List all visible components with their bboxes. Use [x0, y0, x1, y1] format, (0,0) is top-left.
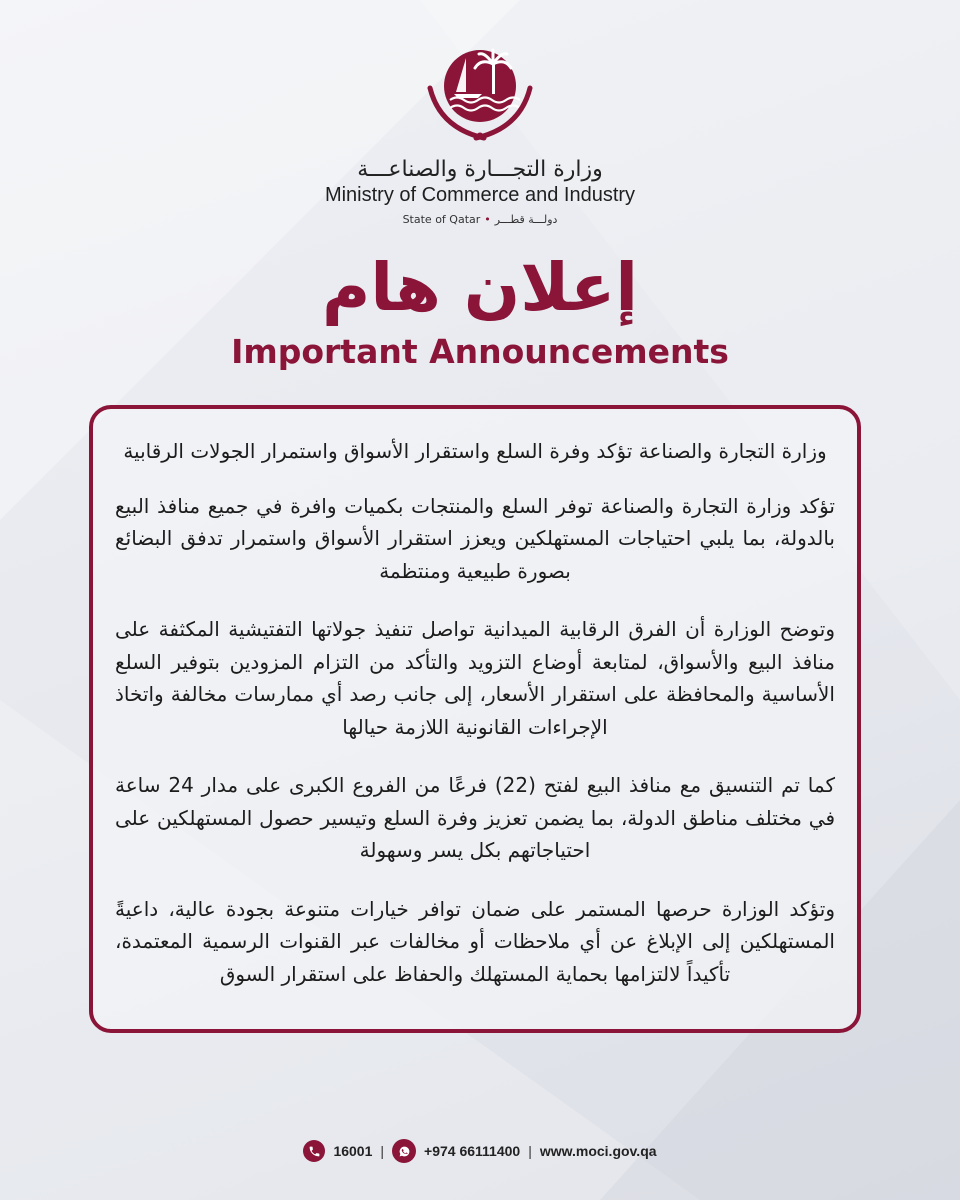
ministry-name-arabic: وزارة التجـــارة والصناعـــة — [357, 157, 603, 182]
announcement-paragraph: تؤكد وزارة التجارة والصناعة توفر السلع والمنتجات بكميات وافرة في جميع منافذ البيع بالدولة، بما يلبي احتياجات المستهلكين ويعزز استقرار الأسواق واستمرار تدفق البضائع بصورة طبيعية ومنتظمة — [115, 493, 835, 583]
announcement-paragraph: وتوضح الوزارة أن الفرق الرقابية الميدانية تواصل تنفيذ جولاتها التفتيشية المكثفة على منافذ البيع والأسواق، لمتابعة أوضاع التزويد والتأكد من التزام المزودين بتوفير السلع الأساسية والمحافظة على استقرار الأسعار، إلى جانب رصد أي ممارسات مخالفة واتخاذ الإجراءات القانونية اللازمة حيالها — [115, 617, 835, 739]
announcement-body — [115, 435, 835, 990]
separator-dot: • — [484, 213, 491, 226]
website-link[interactable]: www.moci.gov.qa — [539, 1143, 657, 1159]
page-title-english: Important Announcements — [231, 332, 729, 371]
phone-icon — [303, 1140, 325, 1162]
footer-separator: | — [380, 1143, 385, 1159]
contact-footer — [0, 1133, 960, 1169]
announcement-headline: وزارة التجارة والصناعة تؤكد وفرة السلع واستقرار الأسواق واستمرار الجولات الرقابية — [123, 439, 827, 463]
announcement-paragraph: كما تم التنسيق مع منافذ البيع لفتح (22) فرعًا من الفروع الكبرى على مدار 24 ساعة في مختلف مناطق الدولة، بما يضمن تعزيز وفرة السلع وتيسير حصول المستهلكين على احتياجاتهم بكل يسر وسهولة — [115, 773, 835, 862]
state-name-english: State of Qatar — [402, 213, 481, 226]
announcement-paragraph: وتؤكد الوزارة حرصها المستمر على ضمان توافر خيارات متنوعة بجودة عالية، داعيةً المستهلكين إلى الإبلاغ عن أي ملاحظات أو مخالفات عبر القنوات الرسمية المعتمدة، تأكيداً لالتزامها بحماية المستهلك والحفاظ على استقرار السوق — [115, 896, 835, 986]
announcement-panel — [89, 405, 861, 1033]
whatsapp-number[interactable]: +974 66111400 — [424, 1143, 521, 1159]
qatar-emblem-icon — [420, 38, 540, 148]
hotline-number[interactable]: 16001 — [333, 1143, 373, 1159]
state-name-arabic: دولـــة قطـــر — [494, 213, 558, 226]
state-line — [0, 213, 960, 226]
whatsapp-icon — [392, 1139, 416, 1163]
footer-separator: | — [528, 1143, 532, 1159]
page-title-arabic: إعلان هام — [321, 249, 639, 326]
ministry-name-english: Ministry of Commerce and Industry — [324, 184, 636, 206]
